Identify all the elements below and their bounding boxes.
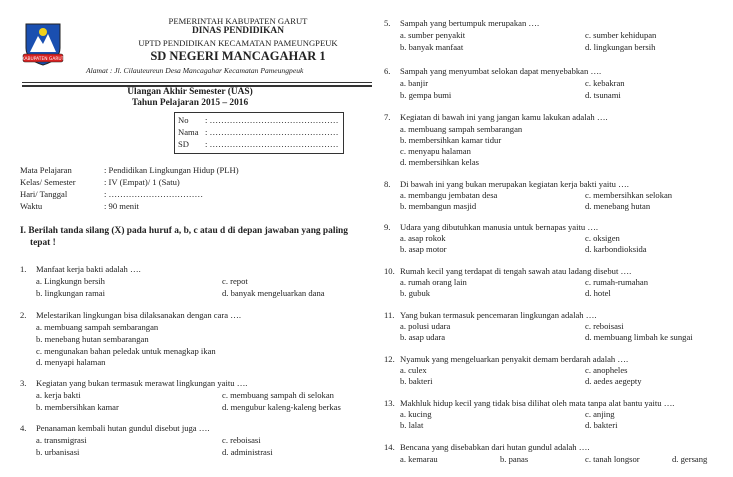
answer-option[interactable]: a. sumber penyakit — [400, 30, 466, 40]
info-label: Kelas/ Semester — [20, 177, 76, 187]
answer-option[interactable]: d. membuang limbah ke sungai — [585, 332, 693, 342]
question-number: 5. — [384, 18, 391, 28]
info-value: : Pendidikan Lingkungan Hidup (PLH) — [104, 165, 239, 175]
answer-option[interactable]: c. sumber kehidupan — [585, 30, 657, 40]
question-number: 3. — [20, 378, 27, 388]
answer-option[interactable]: a. asap rokok — [400, 233, 446, 243]
answer-option[interactable]: b. urbanisasi — [36, 447, 80, 457]
answer-option[interactable]: c. rumah-rumahan — [585, 277, 648, 287]
question-text: Makhluk hidup kecil yang tidak bisa dilihat oleh mata tanpa alat bantu yaitu …. — [400, 398, 675, 408]
answer-option[interactable]: b. menebang hutan sembarangan — [36, 334, 149, 344]
name-field[interactable]: : ……………………………………… — [205, 127, 339, 137]
question-text: Bencana yang disebabkan dari hutan gundul adalah …. — [400, 442, 590, 452]
question-number: 13. — [384, 398, 395, 408]
answer-option[interactable]: c. repot — [222, 276, 248, 286]
school-name: SD NEGERI MANCAGAHAR 1 — [150, 49, 326, 63]
question-number: 6. — [384, 66, 391, 76]
question-text: Kegiatan di bawah ini yang jangan kamu lakukan adalah …. — [400, 112, 608, 122]
answer-option[interactable]: d. gersang — [672, 454, 708, 464]
question-text: Melestarikan lingkungan bisa dilaksanakan dengan cara …. — [36, 310, 241, 320]
answer-option[interactable]: c. mengunakan bahan peledak untuk menagkap ikan — [36, 346, 216, 356]
info-label: Waktu — [20, 201, 43, 211]
instruction-line-2: tepat ! — [30, 238, 56, 248]
header-gov: PEMERINTAH KABUPATEN GARUT — [168, 16, 308, 26]
answer-option[interactable]: a. rumah orang lain — [400, 277, 467, 287]
answer-option[interactable]: a. polusi udara — [400, 321, 451, 331]
answer-option[interactable]: b. lalat — [400, 420, 424, 430]
question-number: 9. — [384, 222, 391, 232]
answer-option[interactable]: a. kucing — [400, 409, 432, 419]
answer-option[interactable]: d. menebang hutan — [585, 201, 651, 211]
answer-option[interactable]: d. aedes aegepty — [585, 376, 642, 386]
answer-option[interactable]: a. culex — [400, 365, 427, 375]
question-number: 8. — [384, 179, 391, 189]
no-field[interactable]: : ……………………………………… — [205, 115, 339, 125]
question-number: 10. — [384, 266, 395, 276]
answer-option[interactable]: a. banjir — [400, 78, 429, 88]
exam-title: Ulangan Akhir Semester (UAS) — [127, 87, 253, 97]
answer-option[interactable]: a. kemarau — [400, 454, 438, 464]
answer-option[interactable]: a. membangu jembatan desa — [400, 190, 498, 200]
answer-option[interactable]: b. gubuk — [400, 288, 431, 298]
question-text: Rumah kecil yang terdapat di tengah sawah atau ladang disebut …. — [400, 266, 632, 276]
answer-option[interactable]: c. tanah longsor — [585, 454, 640, 464]
question-text: Nyamuk yang mengeluarkan penyakit demam berdarah adalah …. — [400, 354, 629, 364]
question-number: 2. — [20, 310, 27, 320]
answer-option[interactable]: b. asap motor — [400, 244, 447, 254]
question-number: 7. — [384, 112, 391, 122]
answer-option[interactable]: d. lingkungan bersih — [585, 42, 656, 52]
header-divider — [22, 82, 372, 83]
answer-option[interactable]: b. gempa bumi — [400, 90, 452, 100]
answer-option[interactable]: d. banyak mengeluarkan dana — [222, 288, 325, 298]
answer-option[interactable]: d. karbondioksida — [585, 244, 647, 254]
header-dept: DINAS PENDIDIKAN — [192, 26, 284, 36]
instruction-line-1: I. Berilah tanda silang (X) pada huruf a, b, c atau d di depan jawaban yang paling — [20, 226, 348, 236]
question-number: 12. — [384, 354, 395, 364]
info-label: Hari/ Tanggal — [20, 189, 68, 199]
answer-option[interactable]: b. panas — [500, 454, 529, 464]
question-number: 4. — [20, 423, 27, 433]
answer-option[interactable]: d. menyapi halaman — [36, 357, 106, 367]
answer-option[interactable]: d. membersihkan kelas — [400, 157, 479, 167]
answer-option[interactable]: d. administrasi — [222, 447, 273, 457]
school-address: Alamat : Jl. Cilauteureun Desa Mancagahar Kecamatan Pameungpeuk — [86, 66, 304, 75]
question-text: Udara yang dibutuhkan manusia untuk bernapas yaitu …. — [400, 222, 599, 232]
answer-option[interactable]: b. asap udara — [400, 332, 446, 342]
answer-option[interactable]: b. membersihkan kamar — [36, 402, 119, 412]
answer-option[interactable]: a. kerja bakti — [36, 390, 81, 400]
question-text: Sampah yang menyumbat selokan dapat menyebabkan …. — [400, 66, 602, 76]
info-value[interactable]: : …………………………… — [104, 189, 204, 199]
answer-option[interactable]: b. membersihkan kamar tidur — [400, 135, 502, 145]
info-label: Mata Pelajaran — [20, 165, 72, 175]
question-text: Kegiatan yang bukan termasuk merawat lingkungan yaitu …. — [36, 378, 248, 388]
answer-option[interactable]: c. menyapu halaman — [400, 146, 471, 156]
answer-option[interactable]: a. membuang sampah sembarangan — [400, 124, 523, 134]
exam-year: Tahun Pelajaran 2015 – 2016 — [131, 98, 249, 108]
no-label: No — [178, 115, 189, 125]
info-value: : IV (Empat)/ 1 (Satu) — [104, 177, 180, 187]
answer-option[interactable]: c. anjing — [585, 409, 615, 419]
answer-option[interactable]: b. banyak manfaat — [400, 42, 464, 52]
answer-option[interactable]: b. lingkungan ramai — [36, 288, 105, 298]
question-text: Penanaman kembali hutan gundul disebut juga …. — [36, 423, 210, 433]
answer-option[interactable]: d. mengubur kaleng-kaleng berkas — [222, 402, 341, 412]
answer-option[interactable]: c. anopheles — [585, 365, 628, 375]
question-text: Yang bukan termasuk pencemaran lingkungan adalah …. — [400, 310, 597, 320]
answer-option[interactable]: b. bakteri — [400, 376, 433, 386]
answer-option[interactable]: d. hotel — [585, 288, 611, 298]
answer-option[interactable]: a. transmigrasi — [36, 435, 87, 445]
answer-option[interactable]: c. oksigen — [585, 233, 620, 243]
answer-option[interactable]: c. membersihkan selokan — [585, 190, 673, 200]
answer-option[interactable]: d. bakteri — [585, 420, 618, 430]
sd-field[interactable]: : ……………………………………… — [205, 139, 339, 149]
answer-option[interactable]: a. Lingkungn bersih — [36, 276, 105, 286]
question-text: Di bawah ini yang bukan merupakan kegiatan kerja bakti yaitu …. — [400, 179, 629, 189]
question-text: Sampah yang bertumpuk merupakan …. — [400, 18, 540, 28]
answer-option[interactable]: a. membuang sampah sembarangan — [36, 322, 159, 332]
question-text: Manfaat kerja bakti adalah …. — [36, 264, 141, 274]
sd-label: SD — [178, 139, 189, 149]
question-number: 11. — [384, 310, 395, 320]
question-number: 1. — [20, 264, 27, 274]
answer-option[interactable]: c. reboisasi — [585, 321, 624, 331]
garut-logo — [22, 22, 64, 66]
name-label: Nama — [178, 127, 199, 137]
answer-option[interactable]: c. reboisasi — [222, 435, 261, 445]
answer-option[interactable]: c. membuang sampah di selokan — [222, 390, 334, 400]
logo-banner-text: KABUPATEN GARUT — [22, 57, 64, 63]
question-number: 14. — [384, 442, 395, 452]
answer-option[interactable]: b. membangun masjid — [400, 201, 477, 211]
info-value: : 90 menit — [104, 201, 139, 211]
header-unit: UPTD PENDIDIKAN KECAMATAN PAMEUNGPEUK — [138, 38, 338, 48]
answer-option[interactable]: c. kebakran — [585, 78, 625, 88]
answer-option[interactable]: d. tsunami — [585, 90, 621, 100]
